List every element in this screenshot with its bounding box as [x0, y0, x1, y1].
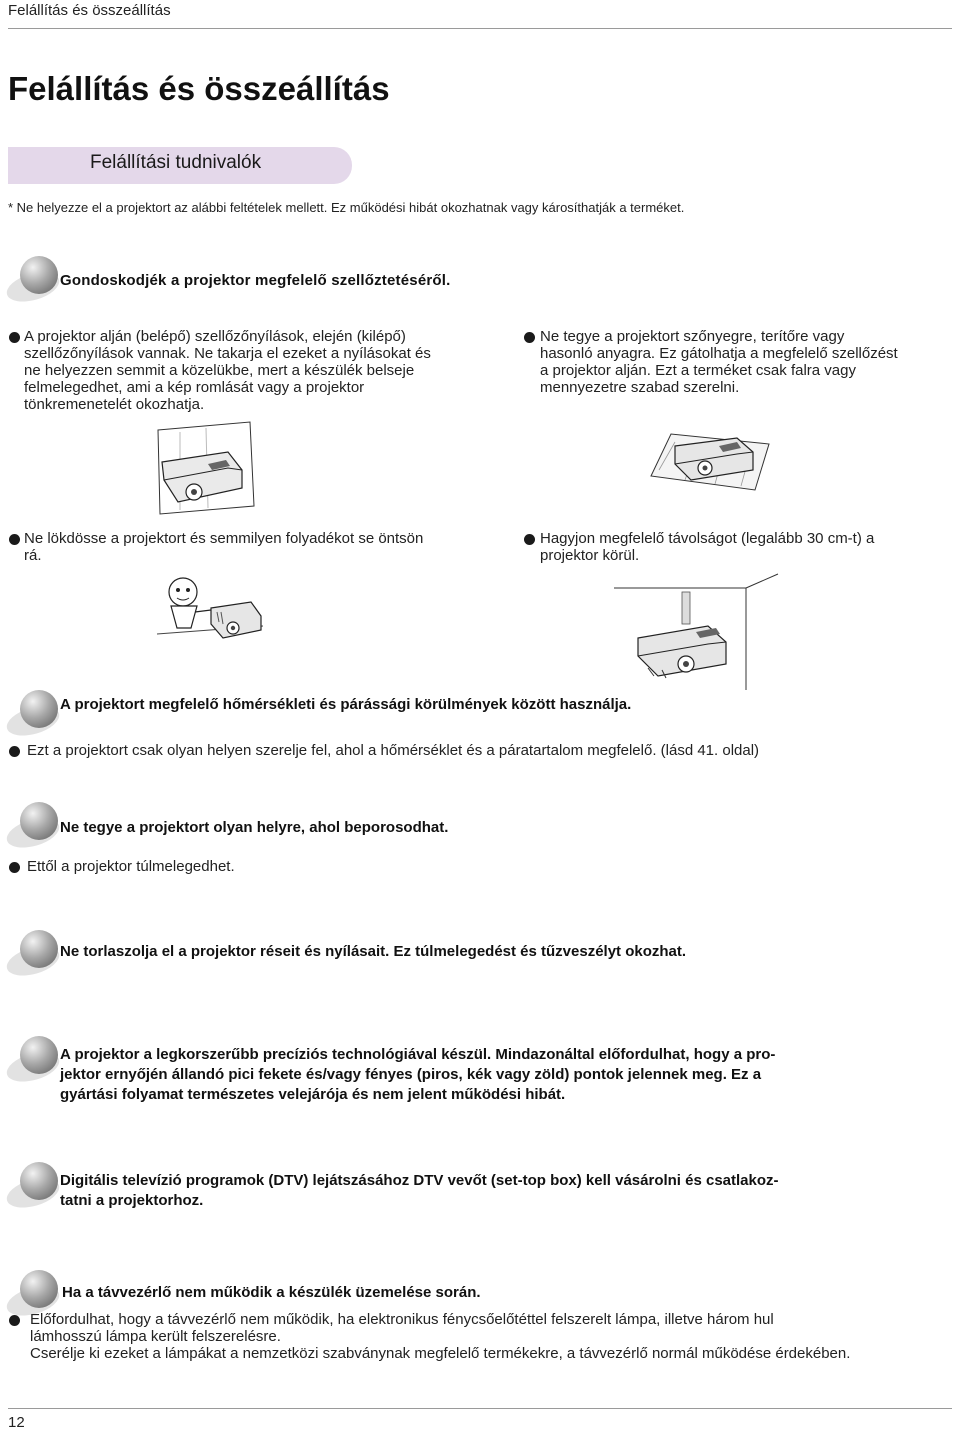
heading-pixels-line-3: gyártási folyamat természetes velejárója és nem jelent működési hibát. [60, 1086, 566, 1103]
bullet-remote-line-2: lámhosszú lámpa került felszerelésre. [30, 1328, 281, 1345]
projector-clearance-illustration [608, 572, 788, 692]
bullet-icon [524, 534, 535, 545]
bullet-no-liquid: Ne lökdösse a projektort és semmilyen folyadékot se öntsön rá. [24, 530, 424, 564]
heading-openings: Ne torlaszolja el a projektor réseit és nyílásait. Ez túlmelegedést és tűzveszélyt okozhat. [60, 943, 687, 960]
section-ball-icon [6, 930, 66, 978]
heading-pixels-line-1: A projektor a legkorszerűbb precíziós technológiával készül. Mindazonáltal előfordulhat, hogy a pro- [60, 1046, 776, 1063]
bullet-remote-line-1: Előfordulhat, hogy a távvezérlő nem működik, ha elektronikus fénycsőelőtéttel felszerelt lámpa, illetve három hul [30, 1311, 774, 1328]
bullet-vents: A projektor alján (belépő) szellőzőnyílások, elején (kilépő) szellőzőnyílások vannak. Ne takarja el ezeket a nyílásokat és ne helyezzen semmit a közelükbe, mert a készülék belseje felmelegedhet, ami a kép romlását vagy a projektor tönkremenetelét okozhatja. [24, 328, 431, 413]
heading-dtv-line-2: tatni a projektorhoz. [60, 1192, 204, 1209]
bullet-icon [9, 332, 20, 343]
bullet-icon [9, 1315, 20, 1326]
page-title: Felállítás és összeállítás [8, 70, 390, 107]
bullet-distance: Hagyjon megfelelő távolságot (legalább 30 cm-t) a projektor körül. [540, 530, 875, 564]
footer-rule [8, 1408, 952, 1409]
section-ball-icon [6, 1162, 66, 1210]
page-number: 12 [8, 1414, 25, 1431]
section-ball-icon [6, 690, 66, 738]
section-ball-icon [6, 1036, 66, 1084]
section-ball-icon [6, 256, 66, 304]
bullet-carpet: Ne tegye a projektort szőnyegre, terítőre vagy hasonló anyagra. Ez gátolhatja a megfelelő szellőzést a projektor alján. Ezt a terméket csak falra vagy mennyezetre szabad szerelni. [540, 328, 898, 396]
intro-note: * Ne helyezze el a projektort az alábbi feltételek mellett. Ez működési hibát okozhatnak vagy károsíthatják a terméket. [8, 200, 685, 215]
section-ball-icon [6, 802, 66, 850]
bullet-icon [9, 746, 20, 757]
bullet-icon [9, 534, 20, 545]
projector-wall-illustration [150, 418, 260, 518]
heading-ventilation: Gondoskodjék a projektor megfelelő szellőztetéséről. [60, 272, 451, 289]
running-header: Felállítás és összeállítás [8, 2, 171, 19]
heading-dust: Ne tegye a projektort olyan helyre, ahol beporosodhat. [60, 819, 449, 836]
heading-remote: Ha a távvezérlő nem működik a készülék üzemelése során. [62, 1284, 481, 1301]
header-rule [8, 28, 952, 29]
heading-dtv-line-1: Digitális televízió programok (DTV) lejátszásához DTV vevőt (set-top box) kell vásárolni és csatlakoz- [60, 1172, 779, 1189]
bullet-dust: Ettől a projektor túlmelegedhet. [27, 858, 235, 875]
bullet-icon [9, 862, 20, 873]
heading-temperature: A projektort megfelelő hőmérsékleti és párássági körülmények között használja. [60, 696, 632, 713]
bullet-temperature: Ezt a projektort csak olyan helyen szerelje fel, ahol a hőmérséklet és a páratartalom megfelelő. (lásd 41. oldal) [27, 742, 760, 759]
projector-carpet-illustration [645, 420, 775, 495]
section-label: Felállítási tudnivalók [90, 152, 262, 173]
heading-pixels-line-2: jektor ernyőjén állandó pici fekete és/vagy fényes (piros, kék vagy zöld) pontok jelennek meg. Ez a [60, 1066, 762, 1083]
projector-push-illustration [155, 572, 265, 652]
bullet-remote-line-3: Cserélje ki ezeket a lámpákat a nemzetközi szabványnak megfelelő termékekre, a távvezérlő normál működése érdekében. [30, 1345, 851, 1362]
bullet-icon [524, 332, 535, 343]
